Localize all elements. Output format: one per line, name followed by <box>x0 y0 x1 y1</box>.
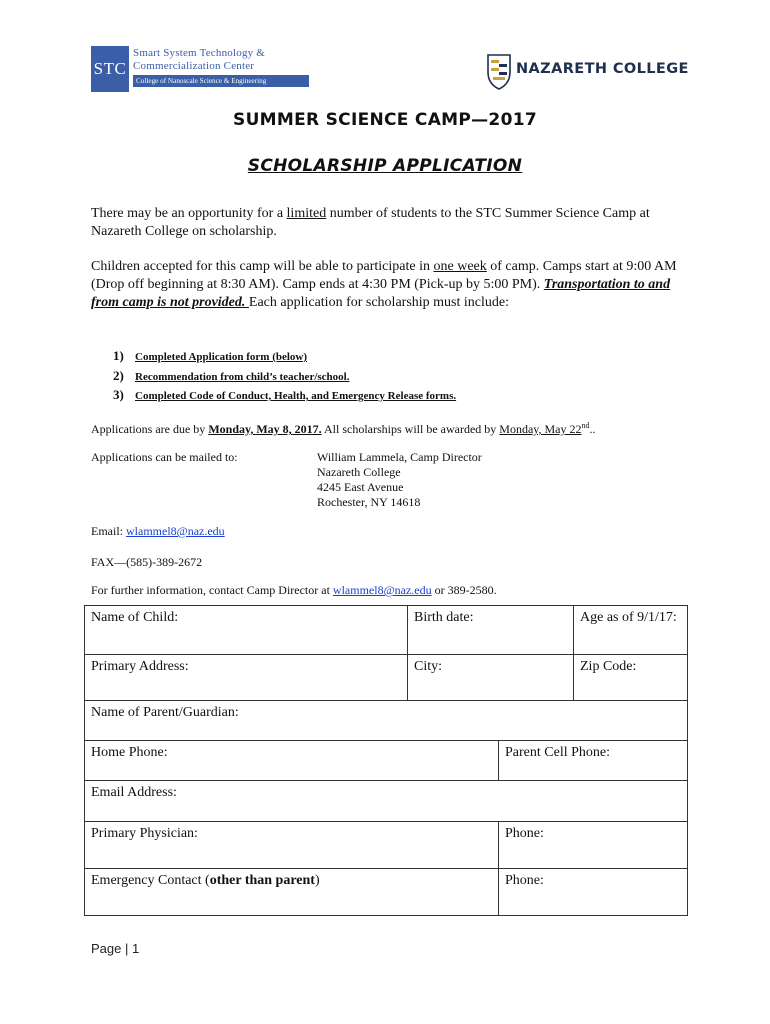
physician-phone-field[interactable] <box>498 822 685 868</box>
field-label: Primary Address: <box>91 659 189 674</box>
due-date: Monday, May 8, 2017. <box>208 422 322 436</box>
page-title: SUMMER SCIENCE CAMP—2017 <box>233 110 537 130</box>
form-row <box>85 655 687 701</box>
field-label: Emergency Contact ( <box>91 873 210 888</box>
field-label: ) <box>314 873 320 888</box>
mail-name: William Lammela, Camp Director <box>317 450 482 464</box>
birth-date-field[interactable] <box>407 606 573 654</box>
primary-address-field[interactable] <box>85 655 407 700</box>
email-address-field[interactable] <box>85 781 685 821</box>
list-item <box>113 347 456 367</box>
award-date: Monday, May 22 <box>499 422 582 436</box>
mail-org: Nazareth College <box>317 465 401 479</box>
intro-paragraph-2 <box>91 258 681 312</box>
field-label: Email Address: <box>91 785 177 800</box>
intro-text: of camp. Camps start at 9:00 AM (Drop off beginning at 8:30 AM). Camp ends at 4:30 PM (Pick-up by 5:00 PM). <box>91 259 677 292</box>
zip-code-field[interactable] <box>573 655 685 700</box>
field-label: Phone: <box>505 873 544 888</box>
nazareth-logo <box>486 52 689 92</box>
form-row <box>85 822 687 869</box>
city-field[interactable] <box>407 655 573 700</box>
field-label: Zip Code: <box>580 659 637 674</box>
intro-text: There may be an opportunity for a <box>91 206 287 221</box>
page-subtitle: SCHOLARSHIP APPLICATION <box>247 156 523 176</box>
field-label-emphasis: other than parent <box>209 873 315 888</box>
list-item <box>113 386 456 406</box>
field-label: Home Phone: <box>91 745 168 760</box>
field-label: Age as of 9/1/17: <box>580 610 677 625</box>
info-line <box>91 583 497 598</box>
intro-text: number of students to the STC Summer Science Camp at Nazareth College on scholarship. <box>91 206 650 239</box>
list-number: 1) <box>113 348 124 363</box>
form-row <box>85 701 687 741</box>
fax-line: FAX—(585)-389-2672 <box>91 555 203 569</box>
form-row <box>85 781 687 822</box>
stc-logo-line3: College of Nanoscale Science & Engineering <box>133 75 309 87</box>
info-text: or 389-2580. <box>431 583 497 597</box>
due-text: All scholarships will be awarded by <box>321 422 500 436</box>
award-date-suffix: nd <box>581 421 590 430</box>
list-text: Completed Application form (below) <box>135 351 308 363</box>
stc-logo-mark: STC <box>91 46 129 92</box>
list-number: 2) <box>113 367 124 383</box>
home-phone-field[interactable] <box>85 741 498 780</box>
requirement-list <box>113 347 456 406</box>
intro-text: Each application for scholarship must include: <box>248 295 509 310</box>
email-line <box>91 524 225 539</box>
mail-label: Applications can be mailed to: <box>91 450 238 464</box>
email-label: Email: <box>91 524 126 538</box>
emergency-contact-field[interactable] <box>85 869 498 915</box>
list-number: 3) <box>113 387 124 402</box>
stc-logo-line2: Commercialization Center <box>133 59 255 72</box>
field-label: Name of Parent/Guardian: <box>91 705 239 720</box>
form-row <box>85 869 687 916</box>
due-date-line <box>91 418 596 437</box>
intro-text: Children accepted for this camp will be able to participate in <box>91 259 434 274</box>
form-row <box>85 606 687 655</box>
emergency-phone-field[interactable] <box>498 869 685 915</box>
field-label: Name of Child: <box>91 610 179 625</box>
list-text: Completed Code of Conduct, Health, and Emergency Release forms. <box>135 390 457 402</box>
application-form <box>84 605 688 916</box>
field-label: Birth date: <box>414 610 474 625</box>
mail-street: 4245 East Avenue <box>317 480 404 494</box>
intro-emphasis: one week <box>433 259 487 274</box>
info-text: For further information, contact Camp Director at <box>91 583 333 597</box>
field-label: Primary Physician: <box>91 826 198 841</box>
field-label: Phone: <box>505 826 544 841</box>
primary-physician-field[interactable] <box>85 822 498 868</box>
parent-name-field[interactable] <box>85 701 685 740</box>
field-label: City: <box>414 659 443 674</box>
page-number: Page | 1 <box>91 941 140 956</box>
stc-logo <box>91 46 307 92</box>
email-link[interactable]: wlammel8@naz.edu <box>126 524 225 538</box>
due-text: Applications are due by <box>91 422 209 436</box>
nazareth-logo-text: NAZARETH COLLEGE <box>516 61 689 77</box>
mail-city: Rochester, NY 14618 <box>317 495 421 509</box>
list-text: Recommendation from child’s teacher/school. <box>135 370 350 383</box>
shield-icon <box>486 52 512 90</box>
intro-emphasis: limited <box>286 206 327 221</box>
mail-address <box>317 450 482 510</box>
list-item <box>113 367 456 387</box>
intro-paragraph-1 <box>91 205 681 241</box>
child-name-field[interactable] <box>85 606 407 654</box>
parent-cell-phone-field[interactable] <box>498 741 685 780</box>
info-email-link[interactable]: wlammel8@naz.edu <box>332 583 432 597</box>
stc-logo-line1: Smart System Technology & <box>133 47 266 59</box>
field-label: Parent Cell Phone: <box>505 745 610 760</box>
form-row <box>85 741 687 781</box>
transportation-notice: Transportation to and from camp is not provided. <box>91 277 671 310</box>
due-text: .. <box>589 422 596 436</box>
age-field[interactable] <box>573 606 685 654</box>
